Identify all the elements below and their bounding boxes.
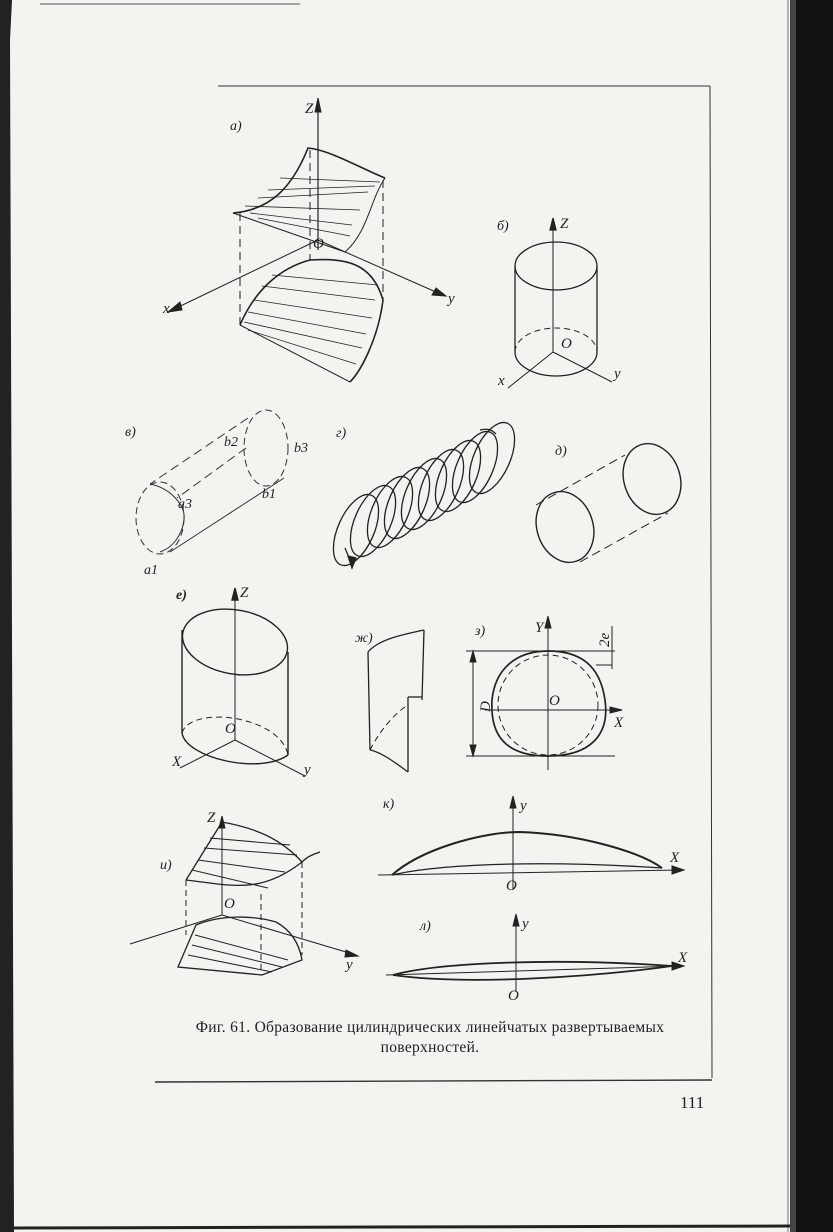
origin-k: O [506,878,517,894]
label-a: а) [230,119,242,134]
label-b2: b2 [224,435,238,450]
axis-z-b: Z [560,216,569,232]
axis-z-e: Z [240,585,249,601]
label-zh: ж) [355,631,373,646]
plate-frame [155,86,712,1082]
label-i: и) [160,858,172,873]
label-d: д) [555,444,567,459]
label-l: л) [420,919,431,934]
label-a1: a1 [144,563,158,578]
figure-zh-curved-surface [368,630,424,772]
origin-a: O [313,236,324,252]
page-number: 111 [680,1093,705,1112]
page-left-edge [0,0,14,1232]
axis-y-e: y [304,762,311,778]
axis-x-k: X [670,850,680,866]
axis-x-a: x [163,301,170,317]
caption-line-1: Фиг. 61. Образование цилиндрических линейчатых развертываемых [195,1019,665,1036]
axis-z-a: Z [305,101,314,117]
figure-v-oblique-cylinder [136,410,288,554]
axis-x-z: X [614,715,624,731]
figure-g-helical-spring [324,416,524,572]
label-a3: a3 [178,497,192,512]
label-g: г) [336,426,347,441]
axis-y-b: y [614,366,621,382]
axis-y-i: y [346,957,353,973]
axis-y-a: y [448,291,455,307]
figure-k-airfoil [378,796,684,890]
figure-i-ruled-surface [130,816,358,975]
book-spine-shadow [796,0,833,1232]
label-k: к) [383,797,395,812]
figure-e-elliptic-cylinder [177,588,305,776]
dim-d: D [478,701,494,712]
figure-b-circular-cylinder [508,218,612,388]
origin-i: O [224,896,235,912]
axis-x-b: x [498,373,505,389]
axis-y-z: Y [535,620,544,636]
origin-e: O [225,721,236,737]
dim-2e: 2e [597,632,613,647]
axis-x-l: X [678,950,688,966]
axis-y-k: y [520,798,527,814]
label-b1: b1 [262,487,276,502]
label-e: е) [176,588,187,603]
origin-l: O [508,988,519,1004]
label-b3: b3 [294,441,308,456]
label-b: б) [497,219,509,234]
figure-d-elliptic-cylinder [527,436,690,570]
label-z: з) [475,624,486,639]
axis-x-e: X [172,754,182,770]
origin-b: O [561,336,572,352]
label-v: в) [125,425,136,440]
origin-z: O [549,693,560,709]
axis-y-l: y [522,916,529,932]
figure-a-saddle-cylinder [168,98,446,382]
figure-caption [110,1018,750,1058]
axis-z-i: Z [207,810,216,826]
caption-line-2: поверхностей. [380,1039,480,1056]
